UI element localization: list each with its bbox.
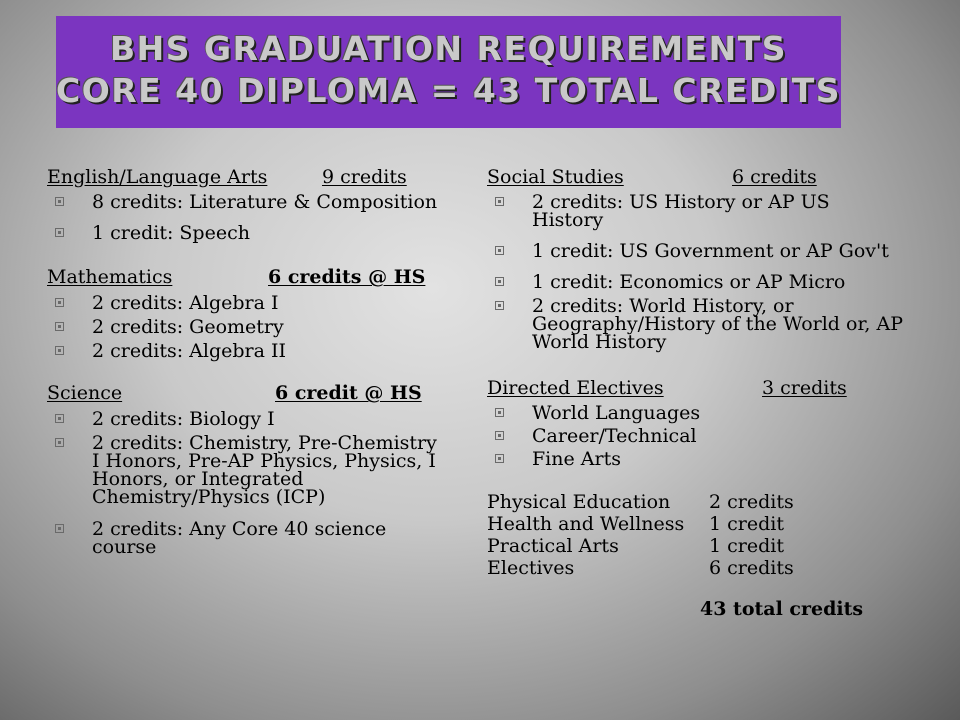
ela-name: English/Language Arts (47, 166, 268, 188)
bullet-icon (55, 346, 64, 355)
title-line-1: BHS GRADUATION REQUIREMENTS (110, 29, 787, 68)
bullet-icon (55, 228, 64, 237)
social-name: Social Studies (487, 166, 624, 188)
requirement-row: Practical Arts 1 credit (487, 535, 784, 557)
math-credits: 6 credits @ HS (268, 266, 426, 288)
list-item: World Languages (487, 404, 907, 422)
bullet-icon (495, 246, 504, 255)
bullet-icon (495, 197, 504, 206)
science-name: Science (47, 382, 123, 404)
bullet-icon (495, 277, 504, 286)
bullet-icon (55, 298, 64, 307)
list-item: 2 credits: Biology I (47, 410, 447, 428)
list-item: 2 credits: World History, or Geography/History of the World or, AP World History (487, 297, 907, 351)
title-banner (56, 16, 841, 128)
social-credits: 6 credits (732, 166, 817, 188)
ela-heading (47, 166, 447, 188)
bullet-icon (495, 408, 504, 417)
right-column (487, 166, 907, 579)
bullet-icon (55, 414, 64, 423)
title-line-2: CORE 40 DIPLOMA = 43 TOTAL CREDITS (56, 71, 841, 110)
math-name: Mathematics (47, 266, 173, 288)
requirement-row: Physical Education 2 credits (487, 491, 794, 513)
science-credits: 6 credit @ HS (275, 382, 422, 404)
other-requirements (487, 491, 907, 579)
list-item: Career/Technical (487, 427, 907, 445)
electives-heading (487, 377, 907, 399)
bullet-icon (495, 431, 504, 440)
list-item: 2 credits: Chemistry, Pre-Chemistry I Honors, Pre-AP Physics, Physics, I Honors, or Integrated Chemistry/Physics (ICP) (47, 434, 447, 506)
bullet-icon (495, 454, 504, 463)
list-item: Fine Arts (487, 450, 907, 468)
bullet-icon (495, 301, 504, 310)
list-item: 2 credits: Geometry (47, 318, 447, 336)
social-list (487, 193, 907, 351)
list-item: 2 credits: Algebra II (47, 342, 447, 360)
science-list (47, 410, 447, 556)
bullet-icon (55, 524, 64, 533)
list-item: 2 credits: Any Core 40 science course (47, 520, 447, 556)
list-item: 1 credit: Speech (47, 224, 447, 242)
list-item: 2 credits: US History or AP US History (487, 193, 907, 229)
bullet-icon (55, 197, 64, 206)
list-item: 1 credit: US Government or AP Gov't (487, 242, 907, 260)
requirement-row: Health and Wellness 1 credit (487, 513, 784, 535)
list-item: 2 credits: Algebra I (47, 294, 447, 312)
math-heading (47, 266, 447, 288)
electives-list (487, 404, 907, 468)
requirement-row: Electives 6 credits (487, 557, 794, 579)
list-item: 8 credits: Literature & Composition (47, 193, 447, 211)
ela-credits: 9 credits (322, 166, 407, 188)
bullet-icon (55, 438, 64, 447)
electives-credits: 3 credits (762, 377, 847, 399)
electives-name: Directed Electives (487, 377, 664, 399)
science-heading (47, 382, 447, 404)
left-column (47, 166, 447, 556)
social-heading (487, 166, 907, 188)
total-credits: 43 total credits (700, 598, 864, 620)
list-item: 1 credit: Economics or AP Micro (487, 273, 907, 291)
math-list (47, 294, 447, 360)
ela-list (47, 193, 447, 242)
bullet-icon (55, 322, 64, 331)
